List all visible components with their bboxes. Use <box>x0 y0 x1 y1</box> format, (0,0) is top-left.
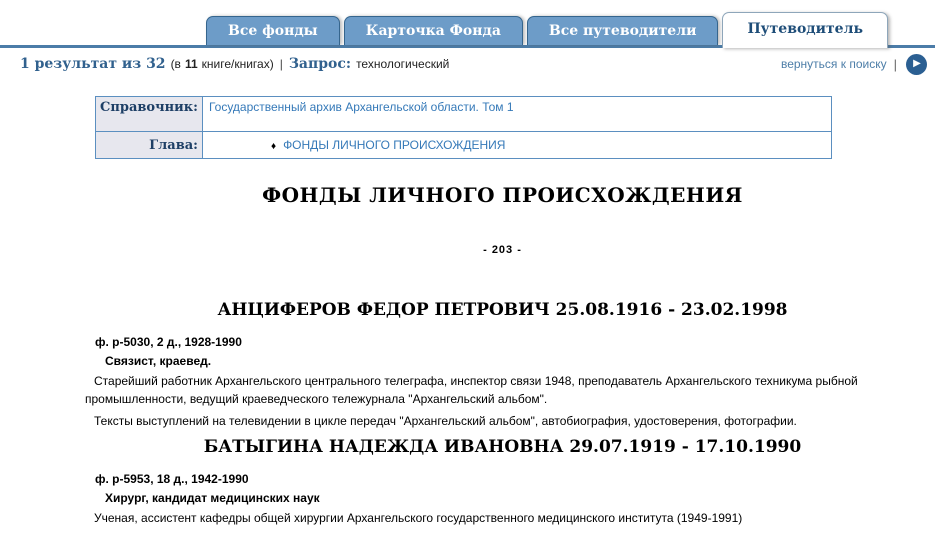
entry-paragraph: Старейший работник Архангельского центрального телеграфа, инспектор связи 1948, преподаватель Архангельского техникума рыбной промышленности, ведущий краеведческого тележурнала "Архангельский альбом". <box>85 374 858 406</box>
table-row <box>96 97 832 132</box>
guide-content <box>0 183 935 527</box>
entry-name: БАТЫГИНА НАДЕЖДА ИВАНОВНА 29.07.1919 - 17.10.1990 <box>203 437 802 457</box>
forward-button[interactable] <box>906 54 927 75</box>
record-info-table <box>95 96 832 159</box>
tab-bar <box>0 0 935 48</box>
entry-name: АНЦИФЕРОВ ФЕДОР ПЕТРОВИЧ 25.08.1916 - 23.02.1998 <box>217 300 788 320</box>
chapter-link[interactable]: ФОНДЫ ЛИЧНОГО ПРОИСХОЖДЕНИЯ <box>283 138 506 152</box>
forward-arrow-icon: ▶ <box>913 58 921 69</box>
query-label: Запрос: <box>288 56 352 72</box>
books-count: 11 <box>184 57 198 71</box>
tab-all-fonds[interactable]: Все фонды <box>206 16 340 45</box>
results-bar <box>0 48 935 74</box>
reference-cell <box>202 97 831 132</box>
results-count: 1 результат из 32 <box>20 56 166 72</box>
fond-entry <box>85 437 920 527</box>
back-to-search-link[interactable]: вернуться к поиску <box>780 57 887 71</box>
results-actions <box>781 54 927 75</box>
entry-occupation: Связист, краевед. <box>105 354 212 368</box>
fond-reference: ф. р-5953, 18 д., 1942-1990 <box>95 472 249 486</box>
reference-link[interactable]: Государственный архив Архангельской области. Том 1 <box>208 100 514 114</box>
entry-occupation: Хирург, кандидат медицинских наук <box>105 491 320 505</box>
section-title: ФОНДЫ ЛИЧНОГО ПРОИСХОЖДЕНИЯ <box>262 183 743 207</box>
books-count-suffix: книге/книгах) <box>201 57 274 71</box>
results-summary <box>20 56 449 72</box>
diamond-bullet-icon: ♦ <box>270 141 277 152</box>
entry-paragraph: Ученая, ассистент кафедры общей хирургии Архангельского государственного медицинского института (1949-1991) <box>94 511 743 525</box>
tab-all-guides[interactable]: Все путеводители <box>527 16 719 45</box>
fond-reference: ф. р-5030, 2 д., 1928-1990 <box>95 335 242 349</box>
books-count-prefix: (в <box>170 57 181 71</box>
tab-guide[interactable]: Путеводитель <box>722 12 888 48</box>
reference-label: Справочник: <box>96 97 203 132</box>
separator: | <box>893 56 897 72</box>
chapter-cell <box>202 132 831 159</box>
fond-entry <box>85 300 920 430</box>
tab-fond-card[interactable]: Карточка Фонда <box>344 16 523 45</box>
chapter-label: Глава: <box>96 132 203 159</box>
table-row <box>96 132 832 159</box>
page-number: - 203 - <box>483 244 522 256</box>
separator: | <box>279 57 283 71</box>
entry-paragraph: Тексты выступлений на телевидении в цикле передач "Архангельский альбом", автобиография, удостоверения, фотографии. <box>94 414 797 428</box>
query-value: технологический <box>356 57 450 71</box>
